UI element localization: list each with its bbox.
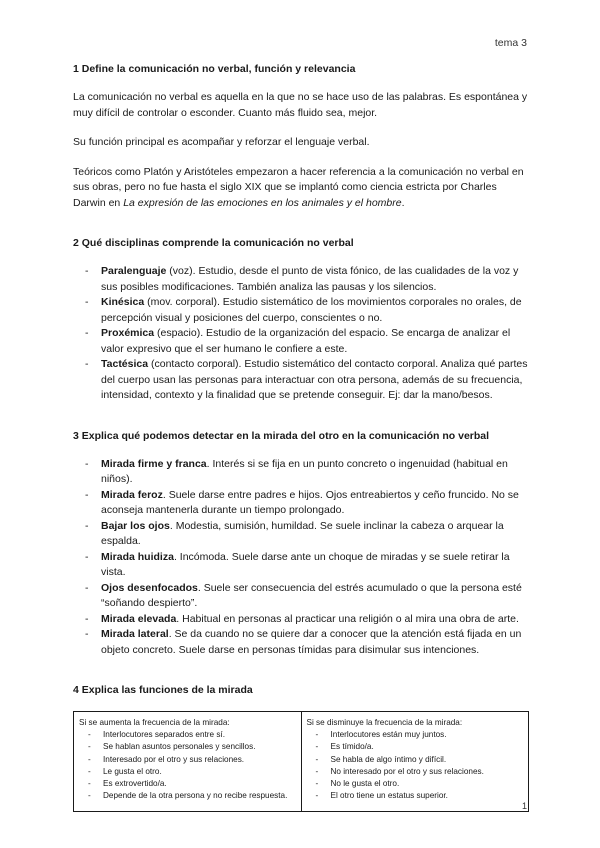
gaze-types-list: [73, 457, 528, 659]
table-cell-increase: [74, 712, 302, 812]
section-1-heading: 1 Define la comunicación no verbal, función y relevancia: [73, 63, 356, 75]
list-item-term: Bajar los ojos: [101, 519, 170, 532]
section-2: [73, 236, 528, 404]
list-item-term: Kinésica: [101, 296, 145, 308]
list-item: - No le gusta el otro.: [307, 778, 523, 790]
list-item-text: . Incómoda. Suele darse ante un choque de miradas y se suele retirar la vista.: [101, 550, 510, 578]
paragraph-3-end: .: [401, 196, 405, 209]
section-1-paragraph-2: Su función principal es acompañar y reforzar el lenguaje verbal.: [73, 136, 370, 148]
list-item: - Interlocutores están muy juntos.: [307, 729, 523, 741]
section-1-paragraph-3: [73, 165, 528, 212]
list-item-term: Mirada lateral: [101, 628, 169, 640]
gaze-functions-table: [73, 711, 529, 812]
book-title: La expresión de las emociones en los animales y el hombre: [123, 196, 402, 209]
list-item-text: (voz). Estudio, desde el punto de vista fónico, de las cualidades de la voz y sus posibles modificaciones. También analiza las pausas y los silencios.: [101, 265, 519, 293]
section-1-paragraph-1: La comunicación no verbal es aquella en la que no se hace uso de las palabras. Es espontánea y muy difícil de controlar o esconder. Cuanto más fluido sea, mejor.: [73, 91, 528, 119]
list-item: [73, 550, 528, 581]
list-item-text: . Interés si se fija en un punto concreto o ingenuidad (habitual en niños).: [101, 457, 508, 485]
list-item: [73, 519, 528, 550]
section-1: [73, 62, 528, 211]
list-item: - Interesado por el otro y sus relaciones.: [79, 754, 295, 766]
list-item: [73, 612, 528, 628]
list-item-term: Tactésica: [101, 358, 149, 370]
list-item-term: Ojos desenfocados: [101, 581, 198, 594]
section-4-heading: 4 Explica las funciones de la mirada: [73, 684, 253, 696]
list-item-term: Proxémica: [101, 327, 155, 339]
table-cell-decrease: [301, 712, 529, 812]
decrease-list: [307, 729, 523, 803]
list-item-text: (contacto corporal). Estudio sistemático del contacto corporal. Analiza qué partes del cuerpo usan las personas para interactuar con otra persona, además de su frecuencia, intensidad, contexto y la finalidad que se pretende conseguir. Ej: dar la mano/besos.: [101, 358, 528, 401]
list-item-text: . Suele darse entre padres e hijos. Ojos entreabiertos y ceño fruncido. No se aconseja mantenerla durante un tiempo prolongado.: [101, 488, 519, 516]
section-2-heading: 2 Qué disciplinas comprende la comunicación no verbal: [73, 237, 354, 249]
list-item-text: . Modestia, sumisión, humildad. Se suele inclinar la cabeza o arquear la espalda.: [101, 519, 504, 547]
list-item: - Depende de la otra persona y no recibe respuesta.: [79, 790, 295, 802]
list-item: [73, 488, 528, 519]
list-item-term: Mirada elevada: [101, 612, 177, 625]
table-row: [74, 712, 529, 812]
list-item: - Le gusta el otro.: [79, 766, 295, 778]
list-item-text: . Habitual en personas al practicar una religión o al mira una obra de arte.: [176, 612, 519, 625]
list-item: [73, 326, 528, 357]
list-item-text: (espacio). Estudio de la organización del espacio. Se encarga de analizar el valor expresivo que el ser humano le confiere a este.: [101, 327, 511, 355]
list-item: [73, 627, 528, 658]
list-item-term: Paralenguaje: [101, 265, 167, 277]
paragraph-3-text: Teóricos como Platón y Aristóteles empezaron a hacer referencia a la comunicación no verbal en sus obras, pero no fue hasta el siglo XIX que se implantó como ciencia estricta por Charles Darwin en: [73, 165, 524, 209]
list-item: - No interesado por el otro y sus relaciones.: [307, 766, 523, 778]
document-body: [73, 62, 528, 837]
list-item: - Interlocutores separados entre sí.: [79, 729, 295, 741]
page-header-topic: tema 3: [494, 37, 527, 49]
list-item: - Es extrovertido/a.: [79, 778, 295, 790]
disciplines-list: [73, 264, 528, 404]
list-item: [73, 457, 528, 488]
list-item-term: Mirada feroz: [101, 488, 163, 501]
section-3-heading: 3 Explica qué podemos detectar en la mirada del otro en la comunicación no verbal: [73, 429, 490, 442]
list-item-term: Mirada firme y franca: [101, 457, 207, 470]
increase-title: Si se aumenta la frecuencia de la mirada:: [79, 718, 230, 727]
section-4: [73, 683, 528, 812]
list-item: - Se hablan asuntos personales y sencillos.: [79, 741, 295, 753]
section-3: [73, 429, 528, 659]
list-item: [73, 264, 528, 295]
page-number: 1: [521, 801, 527, 811]
decrease-title: Si se disminuye la frecuencia de la mirada:: [306, 718, 463, 727]
list-item: - Se habla de algo íntimo y difícil.: [307, 754, 523, 766]
list-item: [73, 357, 528, 404]
list-item-text: . Suele ser consecuencia del estrés acumulado o que la persona esté “soñando despierto”.: [101, 581, 522, 609]
increase-list: [79, 729, 295, 803]
list-item-text: (mov. corporal). Estudio sistemático de los movimientos corporales no orales, de percepción visual y posiciones del cuerpo, conscientes o no.: [101, 296, 522, 324]
list-item: [73, 295, 528, 326]
list-item: - El otro tiene un estatus superior.: [307, 790, 523, 802]
list-item: - Es tímido/a.: [307, 741, 523, 753]
list-item-term: Mirada huidiza: [101, 550, 174, 563]
list-item-text: . Se da cuando no se quiere dar a conocer que la atención está fijada en un objeto concreto. Suele darse en personas tímidas para disimular sus intenciones.: [101, 628, 522, 656]
list-item: [73, 581, 528, 612]
